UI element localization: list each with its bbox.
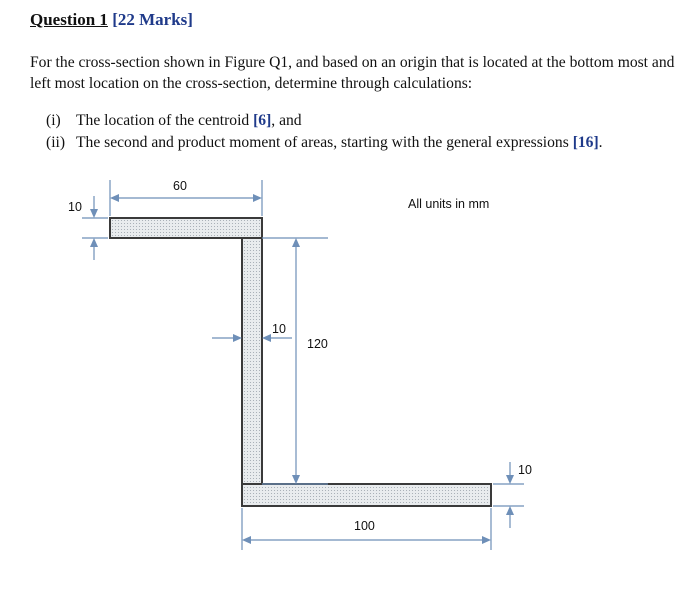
units-note: All units in mm bbox=[408, 197, 490, 211]
question-marks: [22 Marks] bbox=[112, 10, 193, 29]
task-text: The location of the centroid bbox=[76, 112, 254, 129]
question-intro: For the cross-section shown in Figure Q1, and based on an origin that is located at the bottom most and left most location on the cross-section, determine through calculations: bbox=[30, 54, 675, 92]
dim-label-web-10: 10 bbox=[272, 322, 286, 336]
task-number: (i) bbox=[46, 112, 61, 129]
top-flange bbox=[110, 218, 262, 238]
dim-label-120: 120 bbox=[307, 337, 328, 351]
task-tail: . bbox=[598, 134, 603, 151]
dimension-bottom-thickness bbox=[493, 462, 532, 528]
dim-label-top-10: 10 bbox=[68, 200, 82, 214]
task-number: (ii) bbox=[46, 134, 66, 151]
dimension-web-height bbox=[262, 238, 328, 484]
task-marks: [16] bbox=[572, 134, 599, 151]
task-tail: , and bbox=[271, 112, 302, 129]
dimension-top-width bbox=[110, 179, 262, 216]
web bbox=[242, 238, 262, 484]
dim-label-60: 60 bbox=[173, 179, 187, 193]
dim-label-100: 100 bbox=[354, 519, 375, 533]
dim-label-bottom-10: 10 bbox=[518, 463, 532, 477]
dimension-bottom-width bbox=[242, 508, 491, 550]
task-marks: [6] bbox=[253, 112, 272, 129]
dimension-top-thickness bbox=[68, 196, 108, 260]
question-title: Question 1 bbox=[30, 10, 108, 29]
bottom-flange bbox=[242, 484, 491, 506]
task-text: The second and product moment of areas, starting with the general expressions bbox=[76, 134, 573, 151]
